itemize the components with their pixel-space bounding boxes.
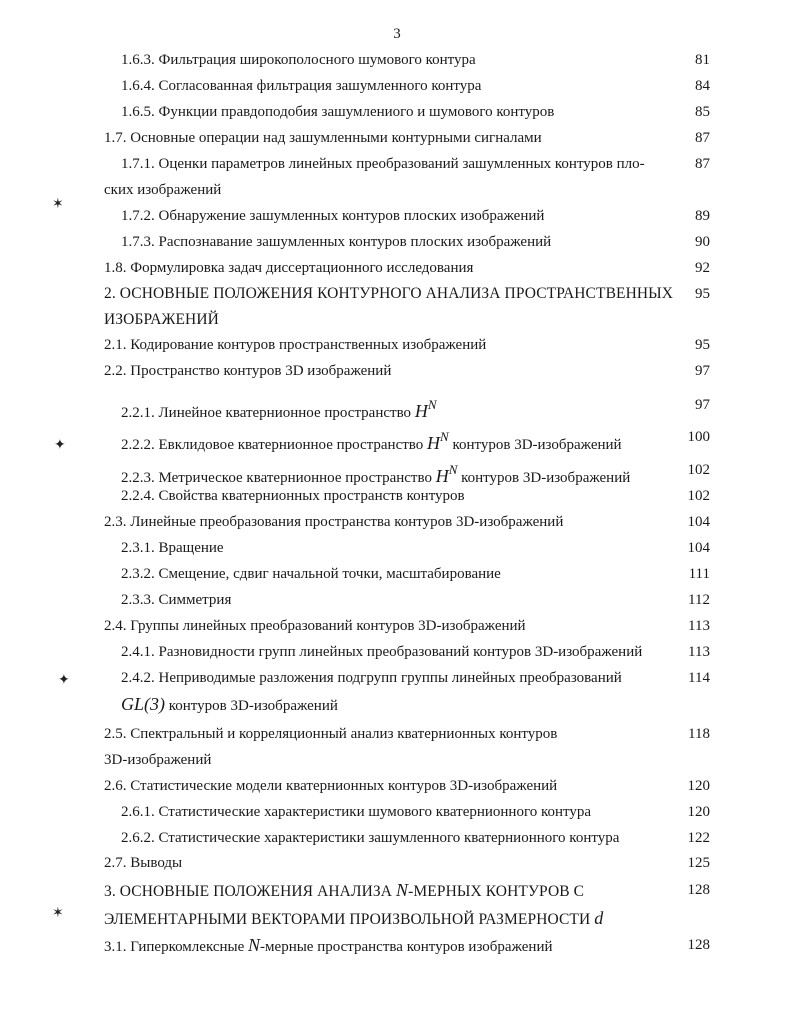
toc-entry-text: 1.6.4. Согласованная фильтрация зашумленного контура <box>121 78 482 94</box>
toc-entry-text: 1.7.3. Распознавание зашумленных контуров плоских изображений <box>121 234 552 250</box>
toc-entry-text: 2.6.1. Статистические характеристики шумового кватернионного контура <box>121 804 592 820</box>
toc-entry-label: 3. ОСНОВНЫЕ ПОЛОЖЕНИЯ АНАЛИЗА <box>104 883 393 900</box>
toc-entry-text: 2.6.2. Статистические характеристики зашумленного кватернионного контура <box>121 830 620 846</box>
toc-entry-page: 97 <box>695 397 710 413</box>
toc-entry-text: 1.6.5. Функции правдоподобия зашумлениого и шумового контуров <box>121 104 555 120</box>
toc-entry-label: контуров 3D-изображений <box>461 470 631 486</box>
toc-entry-page: 128 <box>687 937 710 953</box>
toc-entry-text <box>121 394 437 421</box>
toc-entry-text: 1.6.3. Фильтрация широкополосного шумового контура <box>121 52 476 68</box>
toc-entry-text <box>104 934 553 956</box>
toc-entry-page: 113 <box>688 644 710 660</box>
math-symbol: d <box>594 908 604 928</box>
toc-entry-text: 1.7. Основные операции над зашумленными контурными сигналами <box>104 130 542 146</box>
toc-entry-text: 2.7. Выводы <box>104 855 183 871</box>
toc-entry-text: 2.4. Группы линейных преобразований контуров 3D-изображений <box>104 618 526 634</box>
toc-entry-page: 81 <box>695 52 710 68</box>
toc-entry-page: 128 <box>687 882 710 898</box>
punch-mark-icon: ✶ <box>52 197 64 212</box>
math-symbol: H <box>435 466 449 486</box>
toc-entry-text: 2.3. Линейные преобразования пространства контуров 3D-изображений <box>104 514 564 530</box>
toc-entry-page: 89 <box>695 208 710 224</box>
toc-entry-text: 1.8. Формулировка задач диссертационного исследования <box>104 260 474 276</box>
toc-entry-page: 92 <box>695 260 710 276</box>
toc-entry-text-continuation: 3D-изображений <box>104 752 212 768</box>
toc-entry-page: 104 <box>687 514 710 530</box>
toc-entry-text: 2.2. Пространство контуров 3D изображений <box>104 363 392 379</box>
toc-chapter-title-continuation <box>104 907 603 929</box>
toc-chapter-title <box>104 879 584 901</box>
toc-entry-page: 87 <box>695 130 710 146</box>
toc-entry-page: 120 <box>687 804 710 820</box>
toc-entry-page: 95 <box>695 286 710 302</box>
toc-entry-label: контуров 3D-изображений <box>452 437 622 453</box>
toc-entry-text <box>121 426 622 453</box>
toc-entry-page: 87 <box>695 156 710 172</box>
page-number: 3 <box>393 26 401 42</box>
punch-mark-icon: ✶ <box>52 906 64 921</box>
toc-entry-label: контуров 3D-изображений <box>168 698 338 714</box>
math-symbol: H <box>414 401 428 421</box>
toc-entry-text: 2.4.2. Неприводимые разложения подгрупп группы линейных преобразований <box>121 670 622 686</box>
toc-chapter-title-continuation: ИЗОБРАЖЕНИЙ <box>104 311 219 328</box>
toc-entry-text: 2.4.1. Разновидности групп линейных преобразований контуров 3D-изображений <box>121 644 643 660</box>
toc-entry-page: 118 <box>688 726 710 742</box>
toc-entry-text <box>121 459 631 486</box>
toc-entry-label: 2.2.1. Линейное кватернионное пространство <box>121 405 412 421</box>
toc-entry-text: 2.3.1. Вращение <box>121 540 224 556</box>
toc-entry-page: 125 <box>687 855 710 871</box>
toc-entry-label: -МЕРНЫХ КОНТУРОВ С <box>408 883 585 900</box>
toc-entry-page: 113 <box>688 618 710 634</box>
toc-entry-text-continuation: ских изображений <box>104 182 222 198</box>
toc-entry-page: 95 <box>695 337 710 353</box>
math-superscript: N <box>427 397 437 412</box>
punch-mark-icon: ✦ <box>58 673 70 688</box>
math-superscript: N <box>448 462 458 477</box>
toc-chapter-title: 2. ОСНОВНЫЕ ПОЛОЖЕНИЯ КОНТУРНОГО АНАЛИЗА ПРОСТРАНСТВЕННЫХ <box>104 285 674 302</box>
toc-entry-page: 120 <box>687 778 710 794</box>
toc-entry-text: 2.5. Спектральный и корреляционный анализ кватернионных контуров <box>104 726 558 742</box>
toc-entry-text: 2.2.4. Свойства кватернионных пространств контуров <box>121 488 465 504</box>
toc-entry-text-continuation <box>121 693 338 715</box>
toc-entry-label: ЭЛЕМЕНТАРНЫМИ ВЕКТОРАМИ ПРОИЗВОЛЬНОЙ РАЗМЕРНОСТИ <box>104 911 591 928</box>
toc-entry-page: 104 <box>687 540 710 556</box>
toc-entry-label: 2.2.3. Метрическое кватернионное пространство <box>121 470 432 486</box>
toc-entry-text: 2.6. Статистические модели кватернионных контуров 3D-изображений <box>104 778 558 794</box>
math-superscript: N <box>440 429 449 444</box>
toc-entry-page: 84 <box>695 78 710 94</box>
toc-entry-text: 2.3.2. Смещение, сдвиг начальной точки, масштабирование <box>121 566 501 582</box>
toc-entry-label: -мерные пространства контуров изображений <box>260 939 553 955</box>
toc-entry-text: 2.1. Кодирование контуров пространственных изображений <box>104 337 487 353</box>
math-symbol: H <box>427 433 441 453</box>
toc-entry-page: 100 <box>687 429 710 445</box>
toc-entry-text: 1.7.1. Оценки параметров линейных преобразований зашумленных контуров пло- <box>121 156 645 172</box>
toc-entry-page: 114 <box>688 670 710 686</box>
toc-entry-page: 85 <box>695 104 710 120</box>
toc-entry-text: 1.7.2. Обнаружение зашумленных контуров плоских изображений <box>121 208 545 224</box>
toc-entry-page: 111 <box>688 566 710 582</box>
toc-entry-page: 97 <box>695 363 710 379</box>
toc-entry-text: 2.3.3. Симметрия <box>121 592 232 608</box>
toc-entry-page: 102 <box>687 488 710 504</box>
toc-entry-page: 102 <box>687 462 710 478</box>
toc-entry-label: 3.1. Гиперкомлексные <box>104 939 245 955</box>
toc-entry-label: 2.2.2. Евклидовое кватернионное пространство <box>121 437 424 453</box>
toc-entry-page: 112 <box>688 592 710 608</box>
math-symbol: GL(3) <box>121 694 165 714</box>
math-symbol: N <box>396 880 409 900</box>
toc-entry-page: 90 <box>695 234 710 250</box>
math-symbol: N <box>248 935 261 955</box>
punch-mark-icon: ✦ <box>54 438 66 453</box>
toc-entry-page: 122 <box>687 830 710 846</box>
